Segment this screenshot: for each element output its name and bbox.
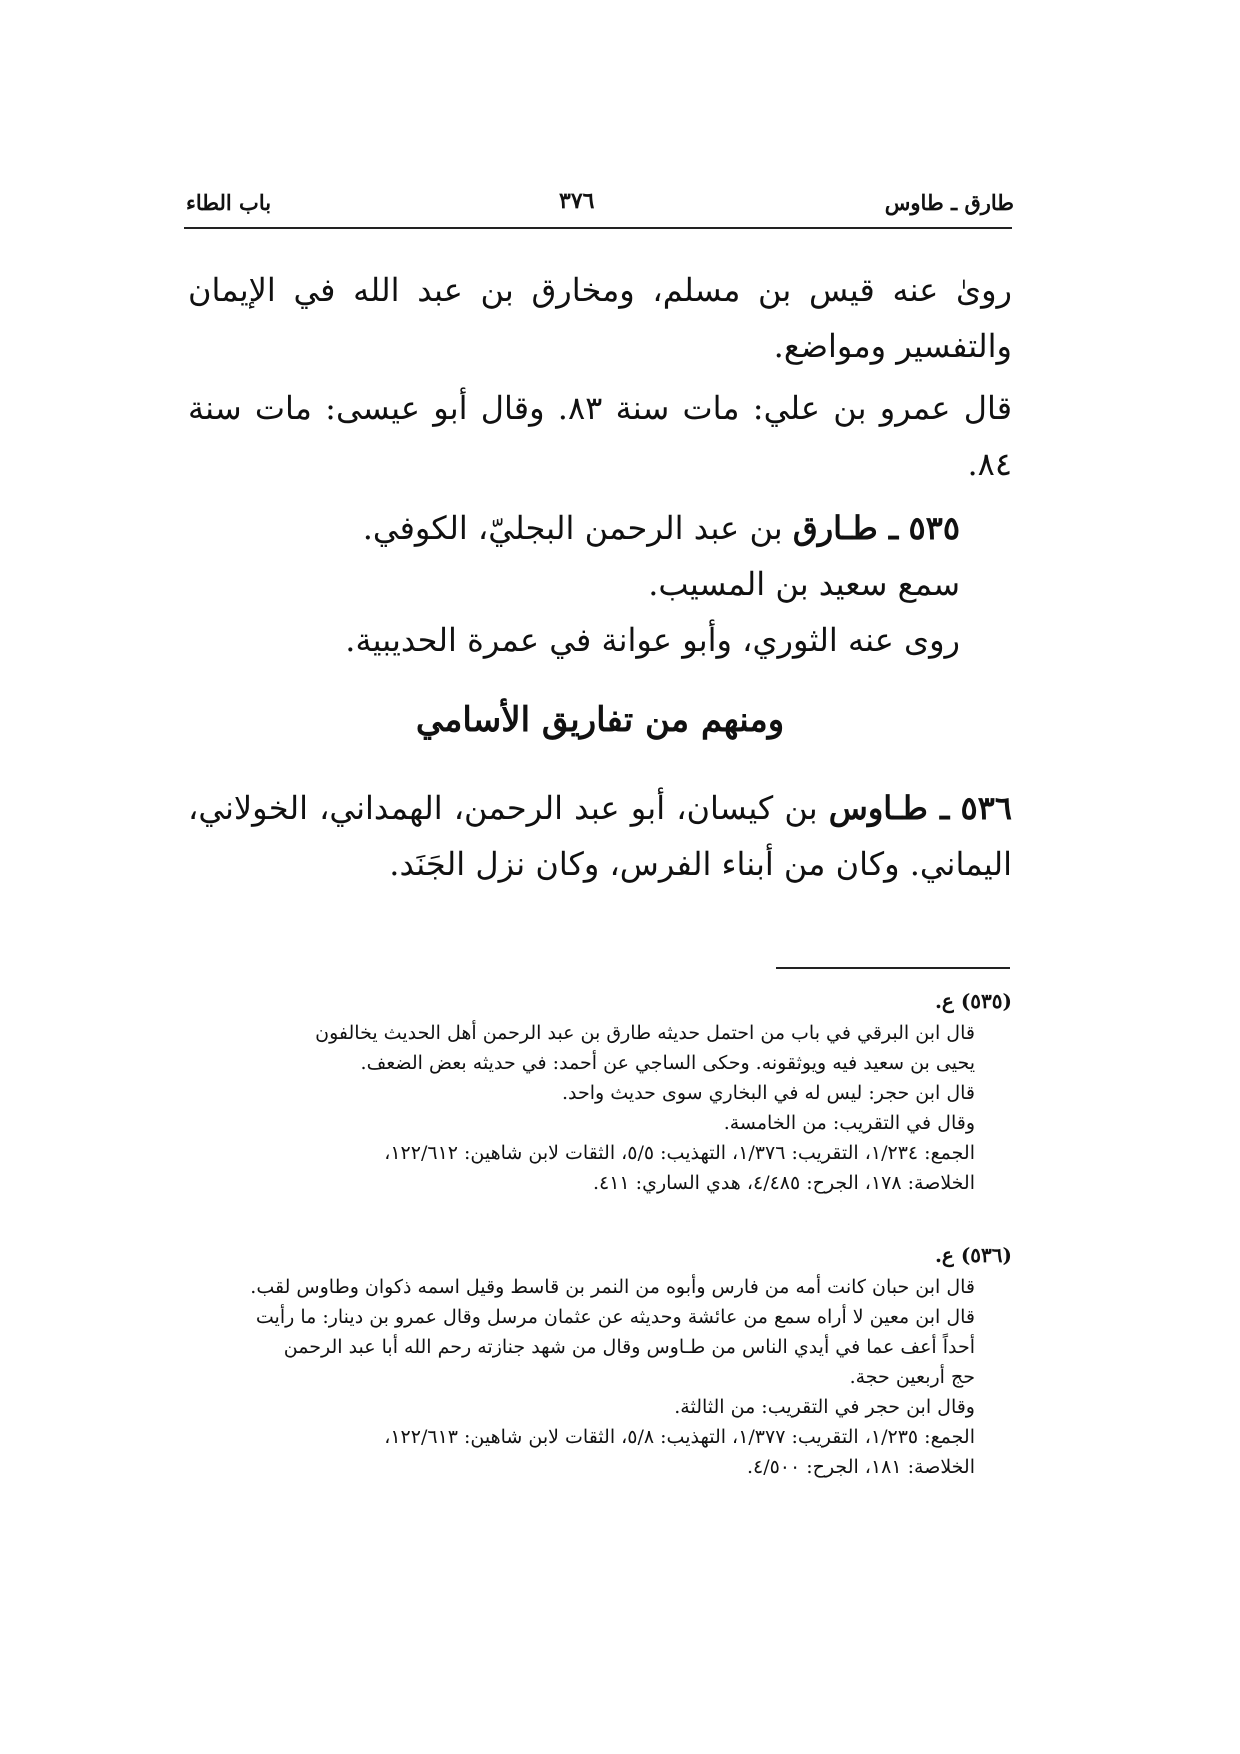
footnote-535-line: یحیی بن سعید فیه ویوثقونه. وحكی الساجي عن أحمد: في حدیثه بعض الضعف. — [360, 1052, 975, 1074]
entry-536-name: طـاوس — [828, 789, 928, 827]
footnote-536-line: الجمع: ١/٢٣٥، التقریب: ١/٣٧٧، التهذیب: ٥/٨، الثقات لابن شاهین: ١٢٢/٦١٣، — [384, 1426, 975, 1448]
paragraph-death-date: قال عمرو بن علي: مات سنة ٨٣. وقال أبو عیسی: مات سنة ٨٤. — [188, 389, 1013, 483]
footnote-536-line: قال ابن حبان كانت أمه من فارس وأبوه من النمر بن قاسط وقیل اسمه ذكوان وطاوس لقب. — [250, 1276, 975, 1298]
footnote-536-line: أحداً أعف عما في أیدي الناس من طـاوس وقال من شهد جنازته رحم الله أبا عبد الرحمن — [283, 1336, 975, 1358]
header-rule — [184, 227, 1012, 229]
paragraph-narrators: رویٰ عنه قیس بن مسلم، ومخارق بن عبد الله في الإیمان والتفسیر ومواضع. — [188, 271, 1012, 365]
entry-535-number: ٥٣٥ — [908, 509, 960, 547]
entry-535-line-2: سمع سعید بن المسیب. — [648, 565, 960, 603]
entry-535-name: طـارق — [792, 509, 878, 547]
footnote-536-marker: (٥٣٦) ع. — [934, 1243, 1012, 1267]
footnote-535-line: الجمع: ١/٢٣٤، التقریب: ١/٣٧٦، التهذیب: ٥/٥، الثقات لابن شاهین: ١٢٢/٦١٢، — [384, 1142, 975, 1164]
footnote-536 — [190, 1272, 975, 1482]
entry-535-heading: ٥٣٥ ـ طـارق بن عبد الرحمن البجليّ، الكوفي. — [362, 509, 960, 547]
footnote-536-line: الخلاصة: ١٨١، الجرح: ٤/٥٠٠. — [746, 1456, 975, 1478]
entry-535-line-3: روی عنه الثوري، وأبو عوانة في عمرة الحدیبیة. — [345, 621, 960, 659]
footnote-535-line: الخلاصة: ١٧٨، الجرح: ٤/٤٨٥، هدي الساري: ٤١١. — [592, 1172, 975, 1194]
running-title-left: باب الطاء — [186, 190, 272, 215]
entry-535 — [240, 500, 960, 668]
footnote-536-line: حج أربعین حجة. — [849, 1366, 975, 1388]
entry-536: ٥٣٦ ـ طـاوس بن كیسان، أبو عبد الرحمن، الهمداني، الخولاني، الیماني. وكان من أبناء الفرس، وكان نزل الجَنَد. — [188, 789, 1013, 883]
entry-536-rest: بن كیسان، أبو عبد الرحمن، الهمداني، الخولاني، الیماني. وكان من أبناء الفرس، وكان نزل الجَنَد. — [188, 789, 1012, 883]
entry-536-number: ٥٣٦ — [960, 789, 1013, 827]
running-title-right: طارق ـ طاوس — [884, 190, 1014, 215]
footnote-535-line: وقال في التقریب: من الخامسة. — [723, 1112, 975, 1134]
section-heading: ومنهم من تفاریق الأسامي — [415, 700, 785, 740]
footnote-rule — [776, 967, 1010, 969]
footnote-535-line: قال ابن البرقي في باب من احتمل حدیثه طارق بن عبد الرحمن أهل الحدیث یخالفون — [315, 1022, 975, 1044]
footnote-535 — [190, 1018, 975, 1198]
footnote-536-line: وقال ابن حجر في التقریب: من الثالثة. — [674, 1396, 975, 1418]
entry-535-rest: بن عبد الرحمن البجليّ، الكوفي. — [362, 509, 783, 547]
page-number: ٣٧٦ — [559, 188, 595, 214]
footnote-536-line: قال ابن معین لا أراه سمع من عائشة وحدیثه عن عثمان مرسل وقال عمرو بن دینار: ما رأیت — [255, 1306, 975, 1328]
footnote-535-marker: (٥٣٥) ع. — [934, 989, 1012, 1013]
footnote-535-line: قال ابن حجر: لیس له في البخاري سوی حدیث واحد. — [562, 1082, 975, 1104]
